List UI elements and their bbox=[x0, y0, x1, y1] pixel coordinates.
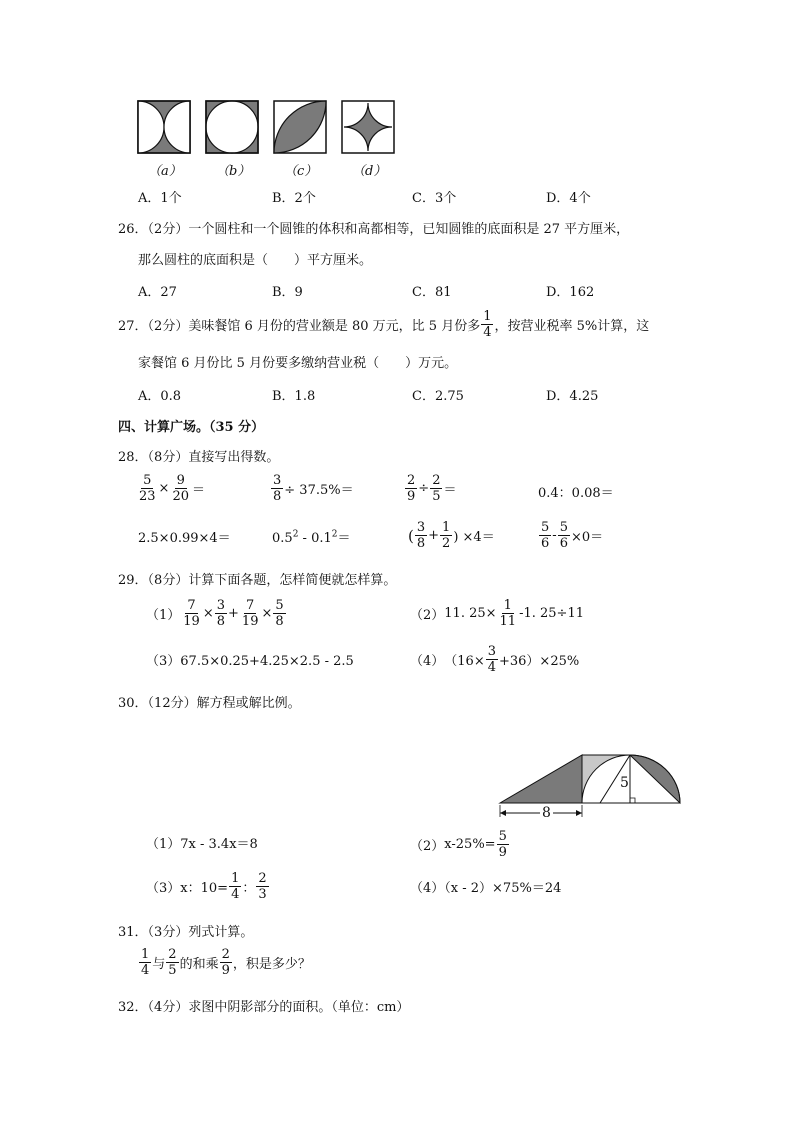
num: 5 bbox=[541, 520, 550, 535]
q32-text: 32．（4分）求图中阴影部分的面积。（单位：cm） bbox=[118, 1000, 410, 1015]
text: ，积是多少？ bbox=[232, 957, 311, 972]
frac bbox=[229, 872, 241, 901]
expression: +36）×25% bbox=[499, 654, 580, 669]
num: 1 bbox=[231, 871, 240, 886]
operator: × bbox=[202, 606, 214, 621]
den: 4 bbox=[141, 963, 150, 978]
den: 20 bbox=[172, 489, 189, 504]
frac bbox=[497, 830, 509, 859]
q28-8-frac2 bbox=[558, 521, 570, 550]
num: 9 bbox=[176, 473, 185, 488]
den: 19 bbox=[183, 614, 200, 629]
q30-part-4: （4）（x - 2）×75%＝24 bbox=[410, 881, 562, 896]
operator: × bbox=[261, 606, 273, 621]
num: 3 bbox=[273, 473, 282, 488]
q27-option-b: B．1.8 bbox=[272, 389, 316, 404]
caption-b: （b） bbox=[216, 164, 251, 179]
q29-part-4 bbox=[410, 645, 579, 674]
den: 8 bbox=[416, 536, 426, 551]
q25-option-a: A．1个 bbox=[138, 191, 182, 206]
den: 6 bbox=[559, 536, 568, 551]
q28-3-frac1 bbox=[405, 474, 417, 503]
q29-title: 29．（8分）计算下面各题，怎样简便就怎样算。 bbox=[118, 573, 397, 588]
equals: ＝ bbox=[443, 483, 457, 498]
num: 2 bbox=[221, 947, 230, 962]
q28-item-7 bbox=[408, 521, 495, 550]
num: 5 bbox=[143, 473, 152, 488]
q27-text-a: 27．（2分）美味餐馆 6 月份的营业额是 80 万元，比 5 月份多 bbox=[118, 319, 481, 334]
figure-c bbox=[274, 101, 326, 153]
q30-part-1: （1）7x - 3.4x＝8 bbox=[146, 837, 258, 852]
q28-item-5: 2.5×0.99×4＝ bbox=[138, 531, 231, 546]
den: 11 bbox=[499, 614, 517, 629]
num: 1 bbox=[442, 520, 451, 535]
ratio-sign: ： bbox=[242, 881, 256, 896]
q31-expression bbox=[138, 948, 311, 977]
q29-part-2 bbox=[410, 599, 584, 628]
den: 5 bbox=[432, 489, 441, 504]
q26-option-a: A．27 bbox=[138, 285, 177, 300]
operator: ÷ bbox=[418, 481, 430, 496]
q27-frac-den: 4 bbox=[483, 325, 492, 340]
q28-7-frac2 bbox=[440, 521, 452, 550]
num: 7 bbox=[187, 598, 196, 613]
q28-item-4: 0.4：0.08＝ bbox=[538, 486, 614, 501]
q28-1-frac1 bbox=[137, 474, 158, 503]
expression-rest: ) ×4＝ bbox=[453, 530, 495, 545]
q26-option-d: D．162 bbox=[546, 285, 595, 300]
num: 3 bbox=[487, 644, 496, 659]
figure-set-abcd bbox=[136, 99, 396, 155]
figure-b bbox=[206, 101, 258, 153]
frac bbox=[240, 599, 261, 628]
expression: x-25%= bbox=[444, 837, 496, 852]
operator: + bbox=[228, 606, 239, 621]
den: 6 bbox=[541, 536, 550, 551]
q27-option-a: A．0.8 bbox=[138, 389, 182, 404]
q29-part-3: （3）67.5×0.25+4.25×2.5 - 2.5 bbox=[146, 654, 354, 669]
q28-item-1 bbox=[136, 474, 205, 503]
expression: 11. 25× bbox=[444, 606, 497, 621]
text: 与 bbox=[152, 957, 166, 972]
expression: x：10= bbox=[180, 881, 229, 896]
q31-title: 31．（3分）列式计算。 bbox=[118, 925, 254, 940]
q28-item-2 bbox=[270, 474, 354, 503]
exponent: 2 bbox=[331, 529, 338, 540]
num: 2 bbox=[407, 473, 416, 488]
num: 5 bbox=[559, 520, 568, 535]
q28-item-3 bbox=[404, 474, 456, 503]
frac bbox=[166, 948, 178, 977]
q28-8-frac1 bbox=[539, 521, 551, 550]
base: 0.5 bbox=[272, 531, 293, 546]
den: 3 bbox=[258, 887, 267, 902]
figure-label-5: 5 bbox=[620, 775, 629, 791]
num: 2 bbox=[432, 473, 441, 488]
den: 8 bbox=[273, 489, 282, 504]
q27-line2: 家餐馆 6 月份比 5 月份要多缴纳营业税（ ）万元。 bbox=[138, 356, 458, 371]
base: - 0.1 bbox=[298, 531, 332, 546]
expression-rest: ÷ 37.5%＝ bbox=[284, 483, 354, 498]
den: 5 bbox=[168, 963, 177, 978]
figure-a bbox=[138, 101, 190, 153]
q28-7-frac1 bbox=[415, 521, 427, 550]
section-4-heading: 四、计算广场。（35 分） bbox=[118, 420, 265, 435]
num: 1 bbox=[141, 947, 150, 962]
q27-line1 bbox=[118, 310, 649, 339]
q28-2-frac bbox=[271, 474, 283, 503]
part-label: （3） bbox=[146, 881, 181, 896]
figure-label-8: 8 bbox=[542, 805, 551, 821]
operator: + bbox=[428, 528, 440, 543]
q28-1-frac2 bbox=[170, 474, 191, 503]
equals: ＝ bbox=[192, 483, 206, 498]
num: 5 bbox=[498, 829, 507, 844]
frac bbox=[181, 599, 202, 628]
operator: × bbox=[158, 481, 170, 496]
text: 的和乘 bbox=[179, 957, 219, 972]
q25-option-d: D．4个 bbox=[546, 191, 591, 206]
q26-option-b: B．9 bbox=[272, 285, 303, 300]
part-label: （1） bbox=[146, 608, 181, 623]
den: 19 bbox=[241, 614, 259, 629]
q28-3-frac2 bbox=[430, 474, 442, 503]
figure-q32 bbox=[496, 753, 688, 823]
q29-part-1 bbox=[146, 599, 287, 628]
q30-part-2 bbox=[410, 830, 510, 859]
q26-line1: 26．（2分）一个圆柱和一个圆锥的体积和高都相等，已知圆锥的底面积是 27 平方厘米， bbox=[118, 222, 630, 237]
num: 2 bbox=[258, 871, 267, 886]
den: 23 bbox=[139, 489, 156, 504]
figure-d bbox=[342, 101, 394, 153]
part-label: （4） bbox=[410, 654, 445, 669]
q26-option-c: C．81 bbox=[412, 285, 452, 300]
q30-title: 30．（12分）解方程或解比例。 bbox=[118, 696, 301, 711]
caption-d: （d） bbox=[352, 164, 387, 179]
den: 9 bbox=[498, 845, 507, 860]
den: 9 bbox=[221, 963, 230, 978]
q27-option-d: D．4.25 bbox=[546, 389, 599, 404]
num: 7 bbox=[246, 598, 255, 613]
frac bbox=[220, 948, 232, 977]
num: 5 bbox=[275, 598, 284, 613]
q26-line2: 那么圆柱的底面积是（ ）平方厘米。 bbox=[138, 253, 373, 268]
q25-option-b: B．2个 bbox=[272, 191, 316, 206]
num: 3 bbox=[216, 598, 226, 613]
q27-frac-num: 1 bbox=[483, 309, 492, 324]
q27-text-b: ，按营业税率 5%计算，这 bbox=[494, 319, 650, 334]
q25-option-c: C．3个 bbox=[412, 191, 457, 206]
den: 4 bbox=[487, 660, 496, 675]
paren-open: ( bbox=[408, 526, 414, 545]
q30-part-3 bbox=[146, 872, 270, 901]
frac bbox=[139, 948, 151, 977]
expression: -1. 25÷11 bbox=[519, 606, 584, 621]
equals: ＝ bbox=[337, 531, 351, 546]
caption-a: （a） bbox=[148, 164, 182, 179]
q28-title: 28．（8分）直接写出得数。 bbox=[118, 450, 280, 465]
num: 2 bbox=[168, 947, 177, 962]
operator: - bbox=[552, 528, 557, 543]
den: 8 bbox=[275, 614, 284, 629]
caption-c: （c） bbox=[284, 164, 318, 179]
den: 2 bbox=[442, 536, 451, 551]
num: 1 bbox=[503, 598, 512, 613]
den: 9 bbox=[407, 489, 416, 504]
frac bbox=[256, 872, 268, 901]
part-label: （2） bbox=[410, 839, 445, 854]
q27-option-c: C．2.75 bbox=[412, 389, 464, 404]
part-label: （2） bbox=[410, 608, 445, 623]
q27-fraction bbox=[481, 310, 493, 339]
expression: （16× bbox=[444, 654, 485, 669]
den: 8 bbox=[216, 614, 226, 629]
num: 3 bbox=[416, 520, 426, 535]
expression-rest: ×0＝ bbox=[570, 530, 604, 545]
q28-item-6 bbox=[272, 527, 351, 546]
frac bbox=[486, 645, 498, 674]
q28-item-8 bbox=[538, 521, 603, 550]
frac bbox=[273, 599, 285, 628]
frac bbox=[215, 599, 227, 628]
frac bbox=[498, 599, 519, 628]
den: 4 bbox=[231, 887, 240, 902]
exponent: 2 bbox=[292, 529, 299, 540]
